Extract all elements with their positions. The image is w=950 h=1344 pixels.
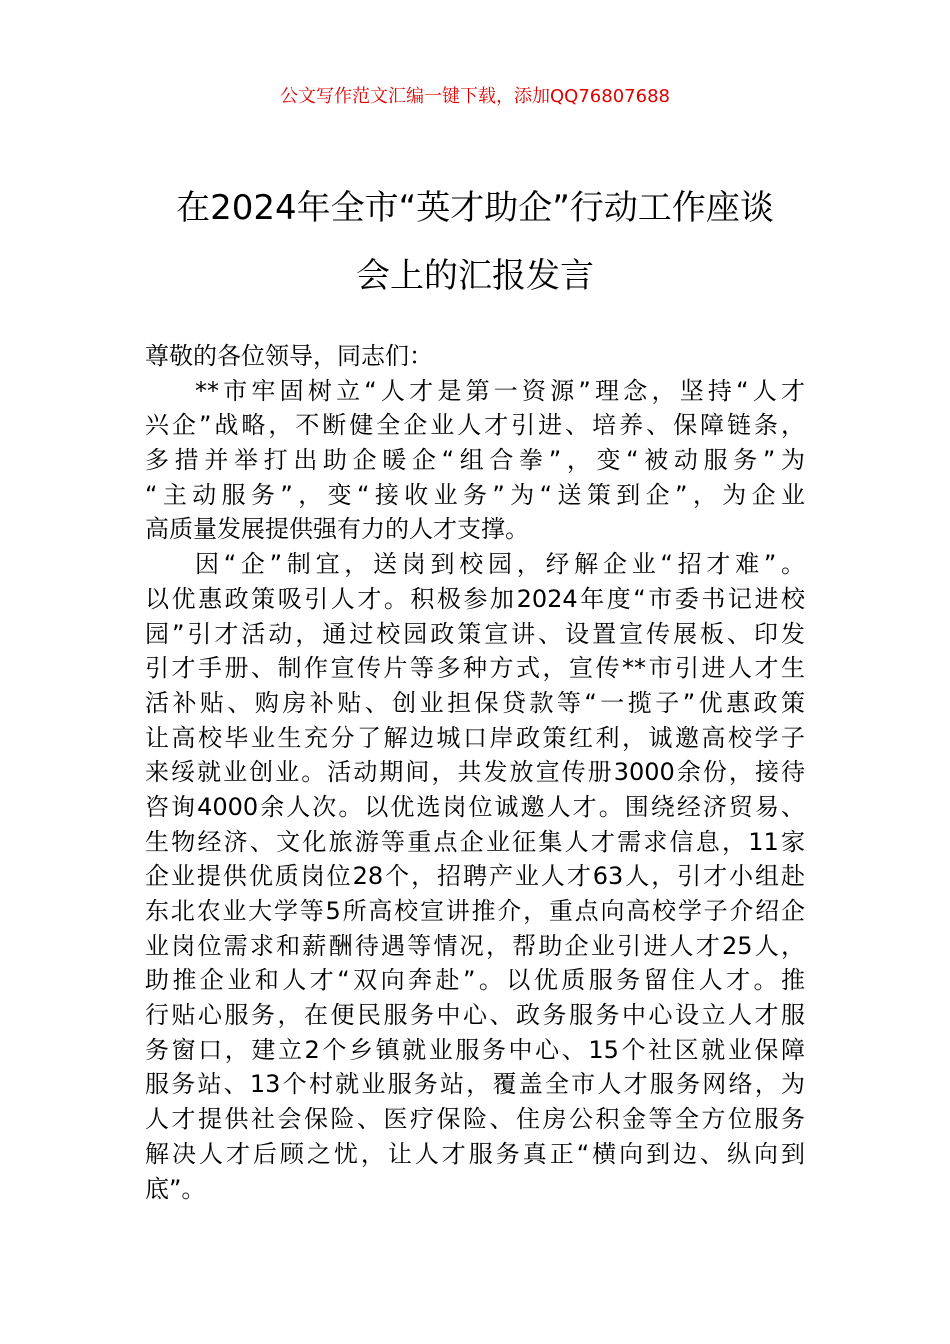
text-line: 业岗位需求和薪酬待遇等情况，帮助企业引进人才25人， [145,931,805,960]
text-line: 多措并举打出助企暖企“组合拳”，变“被动服务”为 [145,446,805,475]
text-line: 来绥就业创业。活动期间，共发放宣传册3000余份，接待 [145,758,805,787]
text-line: 咨询4000余人次。以优选岗位诚邀人才。围绕经济贸易、 [145,792,805,821]
text-line: 东北农业大学等5所高校宣讲推介，重点向高校学子介绍企 [145,897,805,925]
text-line: 底”。 [145,1174,206,1203]
document-title [100,174,850,310]
text-line: 因“企”制宜，送岗到校园，纾解企业“招才难”。 [195,550,805,579]
text-line: 企业提供优质岗位28个，招聘产业人才63人，引才小组赴 [145,862,805,891]
text-line: 生物经济、文化旅游等重点企业征集人才需求信息，11家 [145,827,805,856]
promo-header: 公文写作范文汇编一键下载，添加QQ76807688 [280,86,670,107]
text-line: 行贴心服务，在便民服务中心、政务服务中心设立人才服 [145,1001,805,1030]
text-line: 助推企业和人才“双向奔赴”。以优质服务留住人才。推 [145,966,805,995]
text-line: 兴企”战略，不断健全企业人才引进、培养、保障链条， [145,411,805,440]
title-line-2: 会上的汇报发言 [356,256,594,296]
text-line: 以优惠政策吸引人才。积极参加2024年度“市委书记进校 [145,584,805,613]
title-line-1: 在2024年全市“英才助企”行动工作座谈 [176,188,774,228]
text-line: 让高校毕业生充分了解边城口岸政策红利，诚邀高校学子 [145,723,805,752]
text-line: 服务站、13个村就业服务站，覆盖全市人才服务网络，为 [145,1070,805,1099]
text-line: “主动服务”，变“接收业务”为“送策到企”，为企业 [145,480,805,509]
text-line: **市牢固树立“人才是第一资源”理念，坚持“人才 [195,376,805,405]
document-body [145,339,805,1206]
text-line: 人才提供社会保险、医疗保险、住房公积金等全方位服务 [145,1105,805,1134]
salutation: 尊敬的各位领导，同志们： [145,342,433,370]
text-line: 高质量发展提供强有力的人才支撑。 [145,515,529,544]
text-line: 园”引才活动，通过校园政策宣讲、设置宣传展板、印发 [145,619,805,648]
paragraph [145,374,805,547]
text-line: 解决人才后顾之忧，让人才服务真正“横向到边、纵向到 [145,1139,805,1168]
text-line: 务窗口，建立2个乡镇就业服务中心、15个社区就业保障 [145,1035,805,1064]
paragraph [145,547,805,1206]
paragraphs [145,374,805,1207]
text-line: 引才手册、制作宣传片等多种方式，宣传**市引进人才生 [145,654,805,683]
text-line: 活补贴、购房补贴、创业担保贷款等“一揽子”优惠政策 [145,688,805,717]
